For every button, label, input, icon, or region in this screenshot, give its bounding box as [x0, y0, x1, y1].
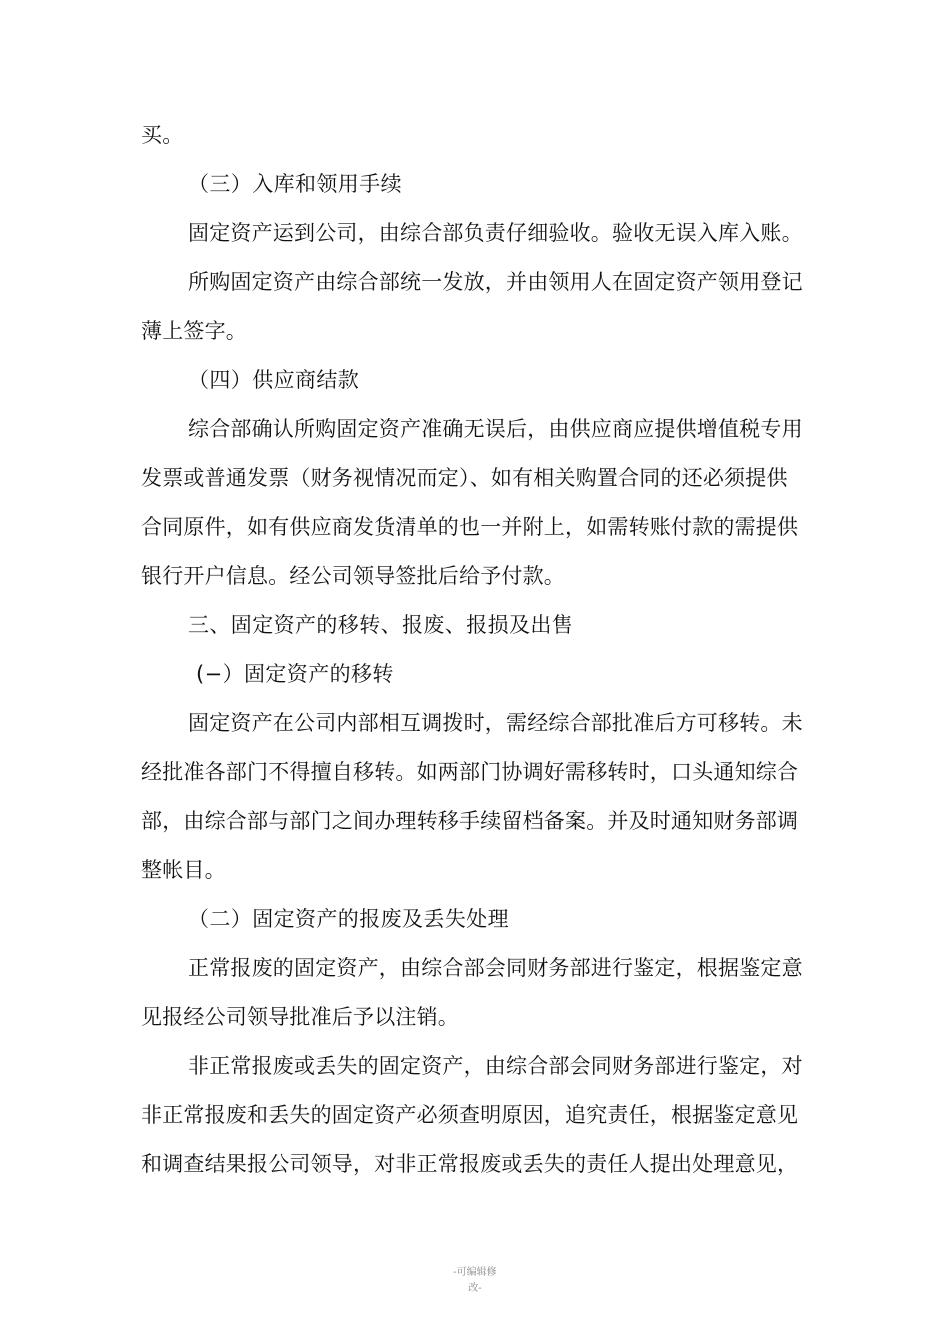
- footer-note-line1: -可编辑修: [453, 1267, 497, 1278]
- section-heading: （二）固定资产的报废及丢失处理: [188, 907, 509, 931]
- section-heading: 三、固定资产的移转、报废、报损及出售: [188, 613, 574, 637]
- paragraph-line: 所购固定资产由综合部统一发放，并由领用人在固定资产领用登记: [188, 270, 803, 294]
- section-heading: (−）固定资产的移转: [196, 662, 394, 686]
- paragraph-line: 部，由综合部与部门之间办理转移手续留档备案。并及时通知财务部调: [141, 809, 799, 833]
- paragraph-line: 经批准各部门不得擅自移转。如两部门协调好需移转时，口头通知综合: [141, 760, 799, 784]
- paragraph-line: 整帐目。: [141, 858, 226, 882]
- paragraph-line: 见报经公司领导批准后予以注销。: [141, 1005, 459, 1029]
- paragraph-line: 银行开户信息。经公司领导签批后给予付款。: [141, 564, 565, 588]
- paragraph-line: 正常报废的固定资产，由综合部会同财务部进行鉴定，根据鉴定意: [188, 956, 803, 980]
- section-heading: （三）入库和领用手续: [188, 172, 402, 196]
- paragraph-line: 薄上签字。: [141, 319, 247, 343]
- section-heading: （四）供应商结款: [188, 368, 360, 392]
- footer-note-line2: 改-: [468, 1283, 482, 1294]
- paragraph-line: 非正常报废或丢失的固定资产，由综合部会同财务部进行鉴定，对: [188, 1054, 803, 1078]
- paragraph-line: 固定资产运到公司，由综合部负责仔细验收。验收无误入库入账。: [188, 221, 803, 245]
- paragraph-line: 综合部确认所购固定资产准确无误后，由供应商应提供增值税专用: [188, 417, 803, 441]
- paragraph-line: 非正常报废和丢失的固定资产必须查明原因，追究责任，根据鉴定意见: [141, 1103, 799, 1127]
- paragraph-line: 和调查结果报公司领导，对非正常报废或丢失的责任人提出处理意见，: [141, 1152, 799, 1176]
- paragraph-line: 买。: [141, 123, 184, 147]
- paragraph-line: 合同原件，如有供应商发货清单的也一并附上，如需转账付款的需提供: [141, 515, 799, 539]
- paragraph-line: 固定资产在公司内部相互调拨时，需经综合部批准后方可移转。未: [188, 711, 803, 735]
- paragraph-line: 发票或普通发票（财务视情况而定）、如有相关购置合同的还必须提供: [141, 466, 788, 490]
